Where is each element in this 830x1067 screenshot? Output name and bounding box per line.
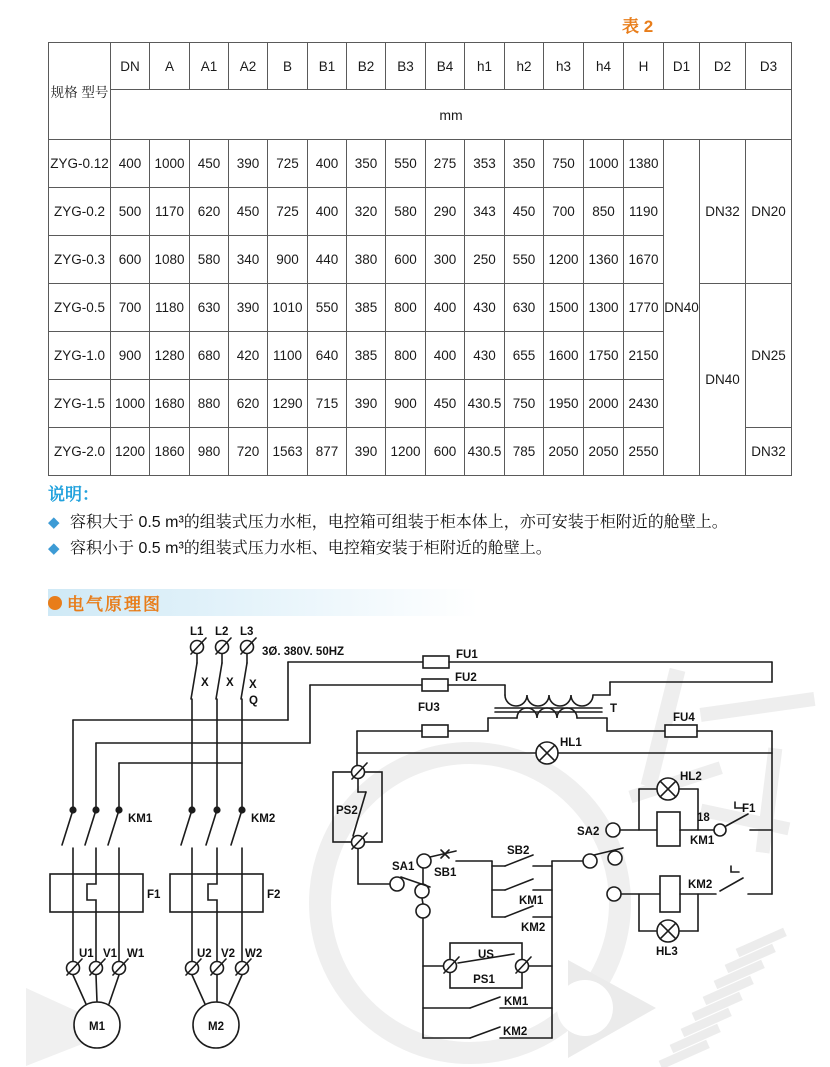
table-caption: 表 2 — [622, 17, 654, 36]
cell: 390 — [229, 284, 268, 332]
label-w1: W1 — [127, 948, 145, 960]
column-header: A2 — [229, 43, 268, 90]
section-title: 电气原理图 — [67, 595, 162, 614]
label-m1: M1 — [89, 1021, 105, 1033]
cell: 1000 — [111, 380, 150, 428]
cell: 2050 — [584, 428, 624, 476]
cell: 1500 — [544, 284, 584, 332]
cell: 450 — [505, 188, 544, 236]
d1-cell: DN40 — [664, 140, 700, 476]
label-u1: U1 — [79, 948, 94, 960]
cell: 400 — [111, 140, 150, 188]
cell: 430 — [465, 284, 505, 332]
label-w2: W2 — [245, 948, 263, 960]
label-hl2: HL2 — [680, 771, 702, 783]
label-km1: KM1 — [519, 895, 544, 907]
column-header: h2 — [505, 43, 544, 90]
cell: 1280 — [150, 332, 190, 380]
cell: 1200 — [386, 428, 426, 476]
label-us: US — [478, 949, 494, 961]
cell: 900 — [386, 380, 426, 428]
cell: 1290 — [268, 380, 308, 428]
label-v2: V2 — [221, 948, 236, 960]
cell: 680 — [190, 332, 229, 380]
cell: 385 — [347, 332, 386, 380]
cell: 380 — [347, 236, 386, 284]
cell: 725 — [268, 188, 308, 236]
corner-label: 规格 型号 — [49, 43, 111, 140]
column-header: h3 — [544, 43, 584, 90]
model-cell: ZYG-1.0 — [49, 332, 111, 380]
cell: 400 — [308, 188, 347, 236]
cell: 450 — [229, 188, 268, 236]
dimension-table — [48, 42, 792, 476]
cell: 2150 — [624, 332, 664, 380]
cell: 620 — [229, 380, 268, 428]
cell: 600 — [111, 236, 150, 284]
note-text: 容积小于 0.5 m³的组装式压力水柜、电控箱安装于柜附近的舱壁上。 — [70, 540, 552, 558]
label-hl1: HL1 — [560, 737, 582, 749]
cell: 340 — [229, 236, 268, 284]
unit-row — [49, 90, 792, 140]
cell: 353 — [465, 140, 505, 188]
column-header: D2 — [700, 43, 746, 90]
cell: 2050 — [544, 428, 584, 476]
label-km2: KM2 — [521, 922, 546, 934]
column-header: A1 — [190, 43, 229, 90]
column-header: h4 — [584, 43, 624, 90]
cell: 320 — [347, 188, 386, 236]
cell: 500 — [111, 188, 150, 236]
cell: 430.5 — [465, 428, 505, 476]
cell: 300 — [426, 236, 465, 284]
column-header: D1 — [664, 43, 700, 90]
cell: 1360 — [584, 236, 624, 284]
d2-cell: DN40 — [700, 284, 746, 476]
cell: 400 — [426, 284, 465, 332]
cell: 390 — [229, 140, 268, 188]
label-l1: L1 — [190, 626, 204, 638]
cell: 1010 — [268, 284, 308, 332]
cell: 1680 — [150, 380, 190, 428]
cell: 640 — [308, 332, 347, 380]
cell: 1180 — [150, 284, 190, 332]
schematic-labels — [79, 626, 756, 1038]
cell: 1000 — [584, 140, 624, 188]
note-item — [48, 537, 796, 560]
cell: 430.5 — [465, 380, 505, 428]
cell: 715 — [308, 380, 347, 428]
cell: 980 — [190, 428, 229, 476]
cell: 550 — [308, 284, 347, 332]
cell: 350 — [505, 140, 544, 188]
table-header-row — [49, 43, 792, 90]
cell: 700 — [111, 284, 150, 332]
column-header: A — [150, 43, 190, 90]
cell: 450 — [426, 380, 465, 428]
cell: 850 — [584, 188, 624, 236]
cell: 800 — [386, 284, 426, 332]
label-fu1: FU1 — [456, 649, 478, 661]
cell: 725 — [268, 140, 308, 188]
cell: 1170 — [150, 188, 190, 236]
label-ps2: PS2 — [336, 805, 358, 817]
cell: 600 — [386, 236, 426, 284]
label-sb2: SB2 — [507, 845, 530, 857]
cell: 750 — [505, 380, 544, 428]
column-header: B1 — [308, 43, 347, 90]
cell: 900 — [111, 332, 150, 380]
d3-cell: DN20 — [746, 140, 792, 284]
model-cell: ZYG-0.2 — [49, 188, 111, 236]
cell: 880 — [190, 380, 229, 428]
cell: 450 — [190, 140, 229, 188]
cell: 290 — [426, 188, 465, 236]
electrical-schematic — [0, 608, 830, 1067]
model-cell: ZYG-0.12 — [49, 140, 111, 188]
cell: 2430 — [624, 380, 664, 428]
cell: 1190 — [624, 188, 664, 236]
model-cell: ZYG-1.5 — [49, 380, 111, 428]
label-km2: KM2 — [251, 813, 276, 825]
label-sa2: SA2 — [577, 826, 600, 838]
cell: 275 — [426, 140, 465, 188]
label-fu2: FU2 — [455, 672, 477, 684]
diamond-bullet-icon: ◆ — [48, 540, 60, 558]
cell: 1100 — [268, 332, 308, 380]
label-x: X — [201, 677, 209, 689]
d3-cell: DN32 — [746, 428, 792, 476]
label-f1: F1 — [147, 889, 161, 901]
cell: 385 — [347, 284, 386, 332]
label-v1: V1 — [103, 948, 118, 960]
column-header: h1 — [465, 43, 505, 90]
cell: 2550 — [624, 428, 664, 476]
cell: 350 — [347, 140, 386, 188]
cell: 785 — [505, 428, 544, 476]
cell: 1200 — [544, 236, 584, 284]
cell: 1670 — [624, 236, 664, 284]
label-fu3: FU3 — [418, 702, 440, 714]
label-x: X — [249, 679, 257, 691]
cell: 390 — [347, 428, 386, 476]
label-t: T — [610, 703, 618, 715]
cell: 1950 — [544, 380, 584, 428]
unit-cell: mm — [111, 90, 792, 140]
cell: 250 — [465, 236, 505, 284]
d3-cell: DN25 — [746, 284, 792, 428]
label-km1: KM1 — [504, 996, 529, 1008]
notes-heading: 说明： — [48, 485, 99, 504]
cell: 1300 — [584, 284, 624, 332]
cell: 1750 — [584, 332, 624, 380]
label-km2: KM2 — [503, 1026, 528, 1038]
cell: 390 — [347, 380, 386, 428]
cell: 600 — [426, 428, 465, 476]
cell: 2000 — [584, 380, 624, 428]
d2-cell: DN32 — [700, 140, 746, 284]
column-header: B — [268, 43, 308, 90]
cell: 550 — [505, 236, 544, 284]
label-m2: M2 — [208, 1021, 224, 1033]
cell: 1600 — [544, 332, 584, 380]
cell: 1080 — [150, 236, 190, 284]
label-sb1: SB1 — [434, 867, 457, 879]
label-l2: L2 — [215, 626, 229, 638]
cell: 343 — [465, 188, 505, 236]
column-header: DN — [111, 43, 150, 90]
cell: 1200 — [111, 428, 150, 476]
column-header: D3 — [746, 43, 792, 90]
cell: 1770 — [624, 284, 664, 332]
cell: 800 — [386, 332, 426, 380]
note-item — [48, 511, 796, 534]
label-f1: F1 — [742, 803, 756, 815]
label-hl3: HL3 — [656, 946, 678, 958]
label-x: X — [226, 677, 234, 689]
column-header: H — [624, 43, 664, 90]
cell: 655 — [505, 332, 544, 380]
cell: 1380 — [624, 140, 664, 188]
column-header: B3 — [386, 43, 426, 90]
cell: 877 — [308, 428, 347, 476]
cell: 400 — [426, 332, 465, 380]
model-cell: ZYG-0.3 — [49, 236, 111, 284]
model-cell: ZYG-2.0 — [49, 428, 111, 476]
cell: 720 — [229, 428, 268, 476]
model-cell: ZYG-0.5 — [49, 284, 111, 332]
cell: 700 — [544, 188, 584, 236]
cell: 420 — [229, 332, 268, 380]
cell: 1860 — [150, 428, 190, 476]
cell: 900 — [268, 236, 308, 284]
label-f2: F2 — [267, 889, 281, 901]
label-q: Q — [249, 695, 258, 707]
cell: 1000 — [150, 140, 190, 188]
cell: 620 — [190, 188, 229, 236]
label-km1: KM1 — [128, 813, 153, 825]
cell: 580 — [386, 188, 426, 236]
label-u2: U2 — [197, 948, 212, 960]
column-header: B4 — [426, 43, 465, 90]
note-text: 容积大于 0.5 m³的组装式压力水柜，电控箱可组装于柜本体上，亦可安装于柜附近的舱壁上。 — [70, 514, 728, 531]
label-sa1: SA1 — [392, 861, 415, 873]
cell: 550 — [386, 140, 426, 188]
cell: 630 — [505, 284, 544, 332]
cell: 400 — [308, 140, 347, 188]
cell: 430 — [465, 332, 505, 380]
label-18: 18 — [697, 812, 710, 824]
notes-section — [48, 480, 796, 563]
diamond-bullet-icon: ◆ — [48, 514, 60, 531]
table-row — [49, 140, 792, 188]
cell: 750 — [544, 140, 584, 188]
label-fu4: FU4 — [673, 712, 695, 724]
label-km1: KM1 — [690, 835, 715, 847]
label-ps1: PS1 — [473, 974, 495, 986]
cell: 630 — [190, 284, 229, 332]
cell: 1563 — [268, 428, 308, 476]
label-l3: L3 — [240, 626, 254, 638]
cell: 580 — [190, 236, 229, 284]
label-supply: 3Ø. 380V. 50HZ — [262, 646, 345, 658]
column-header: B2 — [347, 43, 386, 90]
label-km2: KM2 — [688, 879, 713, 891]
cell: 440 — [308, 236, 347, 284]
